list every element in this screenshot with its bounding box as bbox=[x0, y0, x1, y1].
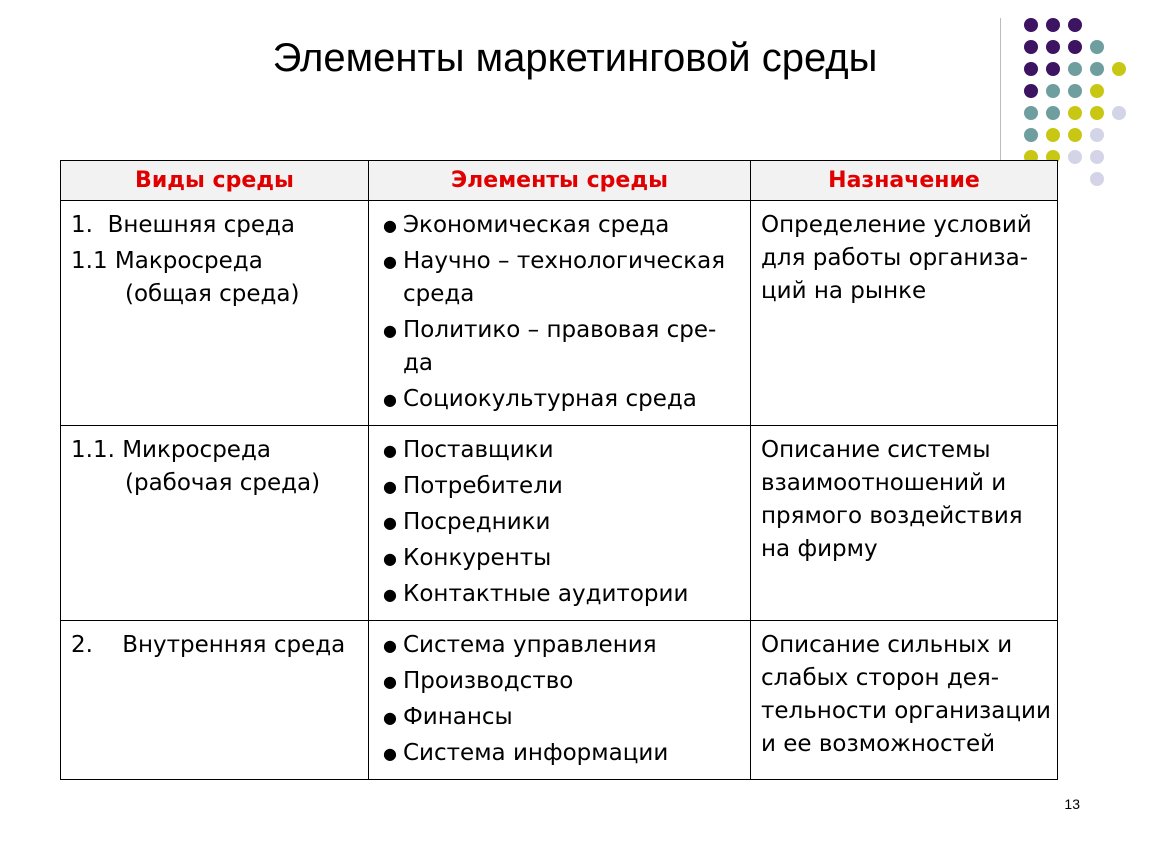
list-item: ● Финансы bbox=[383, 704, 513, 730]
environment-table bbox=[60, 160, 1058, 780]
type-cell bbox=[61, 201, 369, 426]
type-line: 1.1 Макросреда bbox=[71, 248, 263, 274]
decor-dot bbox=[1090, 62, 1104, 76]
list-item: ● Конкуренты bbox=[383, 545, 552, 571]
purpose-cell bbox=[751, 621, 1058, 780]
decor-dot bbox=[1068, 150, 1082, 164]
list-item: ● Система управления bbox=[383, 632, 657, 658]
decor-dot bbox=[1024, 84, 1038, 98]
list-item: ● Система информации bbox=[383, 740, 669, 766]
decor-dot bbox=[1090, 128, 1104, 142]
table-header-row bbox=[61, 161, 1058, 201]
decor-dot bbox=[1090, 172, 1104, 186]
type-cell bbox=[61, 426, 369, 621]
elements-cell bbox=[369, 426, 751, 621]
purpose-text: Описание сильных и слабых сторон дея-тельности организации и ее возможностей bbox=[761, 632, 1051, 757]
decor-dot bbox=[1068, 62, 1082, 76]
page-number: 13 bbox=[1064, 796, 1080, 812]
decor-dot bbox=[1046, 128, 1060, 142]
decor-dot bbox=[1090, 106, 1104, 120]
decor-dot bbox=[1024, 40, 1038, 54]
decor-dot bbox=[1090, 150, 1104, 164]
decor-dot bbox=[1090, 40, 1104, 54]
type-line: (рабочая среда) bbox=[125, 470, 321, 496]
table-row bbox=[61, 426, 1058, 621]
decor-dot bbox=[1024, 18, 1038, 32]
decor-dot bbox=[1068, 18, 1082, 32]
list-item: ● Потребители bbox=[383, 473, 563, 499]
decor-dot bbox=[1046, 106, 1060, 120]
decor-dot bbox=[1024, 62, 1038, 76]
table-row bbox=[61, 621, 1058, 780]
slide-title: Элементы маркетинговой среды bbox=[272, 36, 878, 80]
list-item: ● Научно – технологическая среда bbox=[383, 248, 726, 307]
list-item: ● Посредники bbox=[383, 509, 551, 535]
column-header: Элементы среды bbox=[369, 161, 751, 201]
elements-list bbox=[379, 209, 744, 416]
purpose-cell bbox=[751, 201, 1058, 426]
type-line: (общая среда) bbox=[125, 281, 300, 307]
decor-dot bbox=[1090, 84, 1104, 98]
column-header: Виды среды bbox=[61, 161, 369, 201]
elements-cell bbox=[369, 621, 751, 780]
elements-list bbox=[379, 629, 744, 770]
list-item: ● Социокультурная среда bbox=[383, 386, 697, 412]
decor-dot bbox=[1068, 40, 1082, 54]
list-item: ● Поставщики bbox=[383, 437, 554, 463]
list-item: ● Производство bbox=[383, 668, 574, 694]
elements-list bbox=[379, 434, 744, 611]
list-item: ● Экономическая среда bbox=[383, 212, 670, 238]
list-item: ● Политико – правовая сре-да bbox=[383, 317, 717, 376]
elements-cell bbox=[369, 201, 751, 426]
purpose-text: Описание системы взаимоотношений и прямого воздействия на фирму bbox=[761, 437, 1023, 562]
decor-dot bbox=[1112, 106, 1126, 120]
type-line: 1. Внешняя среда bbox=[71, 212, 295, 238]
type-line: 1.1. Микросреда bbox=[71, 437, 271, 463]
purpose-text: Определение условий для работы организа-ций на рынке bbox=[761, 212, 1032, 304]
decor-dot bbox=[1068, 84, 1082, 98]
decor-dot bbox=[1046, 62, 1060, 76]
decor-dot bbox=[1024, 128, 1038, 142]
purpose-cell bbox=[751, 426, 1058, 621]
type-cell bbox=[61, 621, 369, 780]
decor-dot bbox=[1068, 128, 1082, 142]
column-header: Назначение bbox=[751, 161, 1058, 201]
table-row bbox=[61, 201, 1058, 426]
decor-dot bbox=[1068, 106, 1082, 120]
decor-dot bbox=[1046, 18, 1060, 32]
decor-dot bbox=[1046, 84, 1060, 98]
decor-dot bbox=[1046, 40, 1060, 54]
type-line: 2. Внутренняя среда bbox=[71, 632, 346, 658]
decor-dot bbox=[1024, 106, 1038, 120]
decor-dot bbox=[1112, 62, 1126, 76]
list-item: ● Контактные аудитории bbox=[383, 581, 689, 607]
